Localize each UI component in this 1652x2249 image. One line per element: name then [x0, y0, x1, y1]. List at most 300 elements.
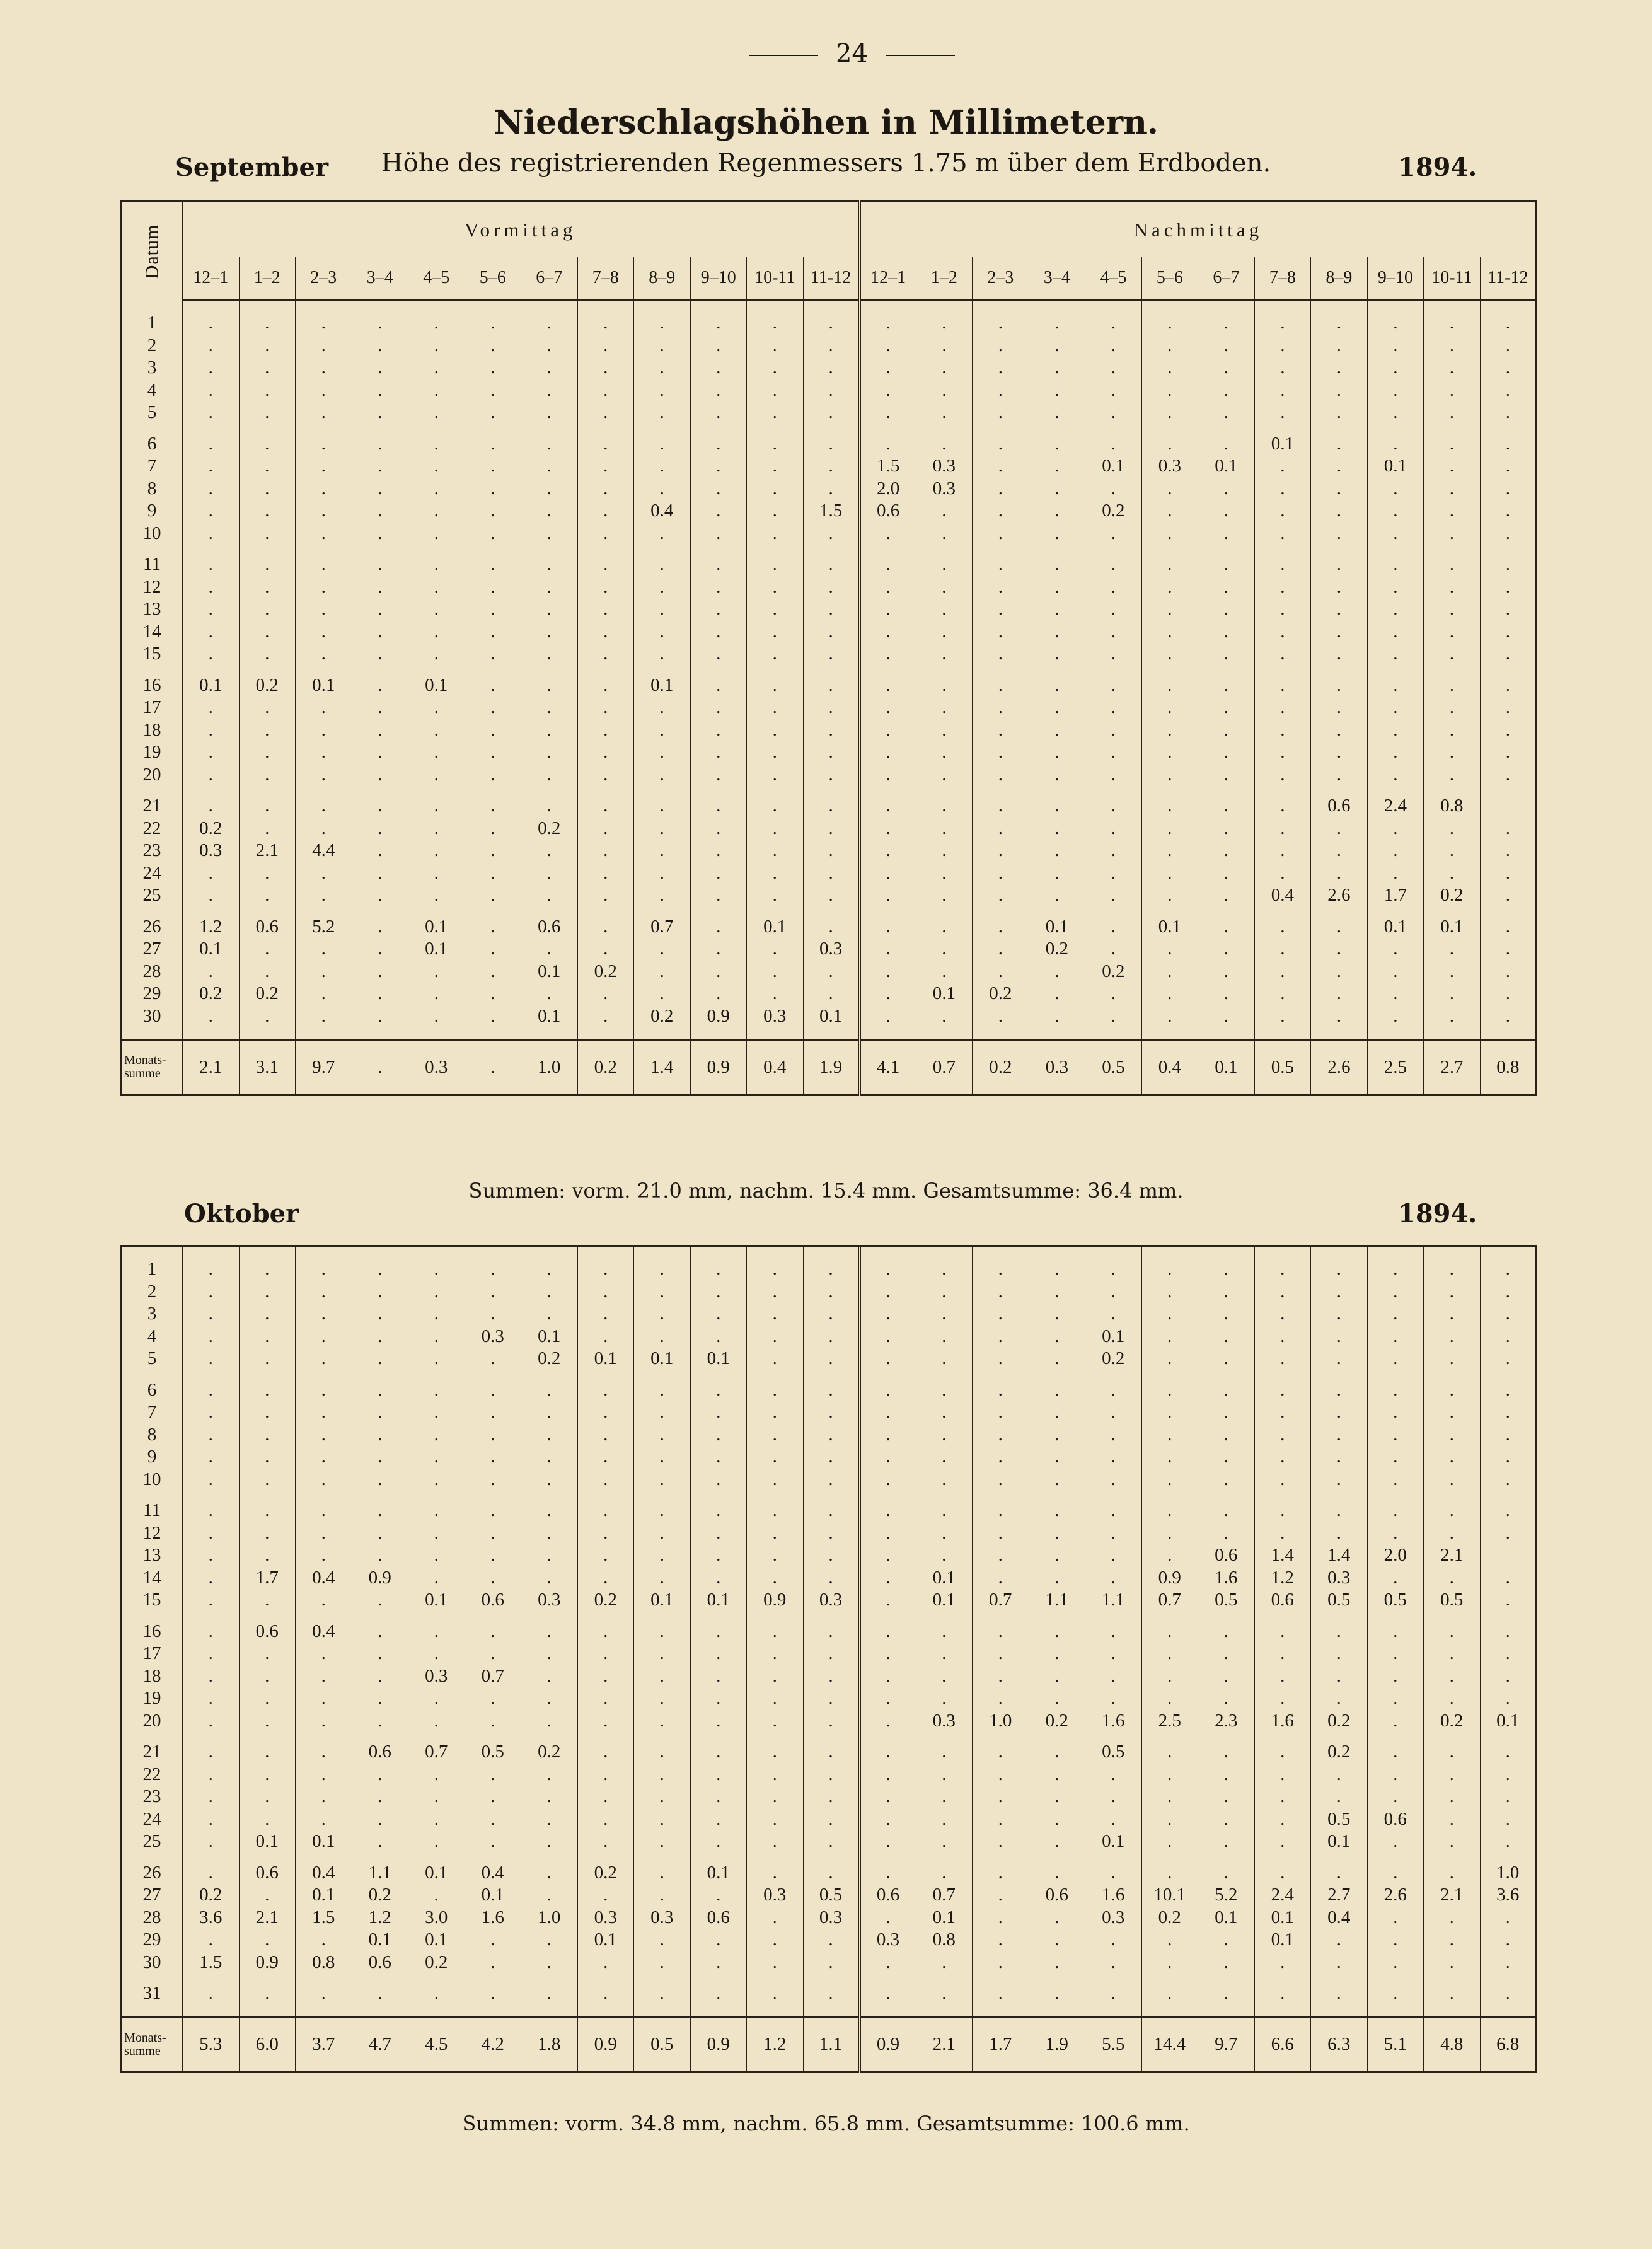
spacer-cell: [296, 1612, 352, 1621]
spacer-cell: [747, 424, 804, 433]
value-cell: .: [183, 1258, 240, 1281]
value-cell: .: [803, 523, 860, 545]
value-cell: 0.8: [1424, 795, 1481, 818]
value-cell: .: [690, 1567, 747, 1590]
value-cell: .: [1254, 455, 1311, 478]
value-cell: .: [239, 312, 296, 335]
value-cell: .: [239, 357, 296, 379]
table-row: [121, 741, 1537, 764]
value-cell: 0.1: [916, 1589, 973, 1612]
value-cell: .: [1141, 818, 1198, 840]
table-row: [121, 764, 1537, 787]
value-cell: .: [521, 1379, 578, 1402]
value-cell: .: [973, 1424, 1029, 1447]
value-cell: .: [465, 598, 521, 621]
value-cell: .: [690, 576, 747, 599]
spacer-cell: [183, 786, 240, 795]
value-cell: .: [690, 1500, 747, 1522]
value-cell: .: [465, 1281, 521, 1304]
value-cell: .: [1311, 1665, 1368, 1688]
value-cell: 0.6: [239, 1862, 296, 1885]
value-cell: .: [465, 433, 521, 456]
value-cell: .: [296, 741, 352, 764]
value-cell: .: [1367, 1862, 1424, 1885]
value-cell: .: [577, 1567, 634, 1590]
value-cell: .: [1480, 576, 1537, 599]
value-cell: .: [183, 1764, 240, 1786]
value-cell: 0.1: [296, 674, 352, 697]
spacer-cell: [1367, 1370, 1424, 1379]
spacer-cell: [121, 1853, 183, 1862]
value-cell: .: [465, 674, 521, 697]
date-cell: 1: [121, 312, 183, 335]
value-cell: .: [634, 1710, 691, 1733]
september-month-label: September: [175, 153, 329, 182]
value-cell: .: [1198, 1982, 1255, 2005]
value-cell: .: [1367, 621, 1424, 644]
value-cell: .: [1367, 500, 1424, 523]
value-cell: .: [1085, 1929, 1142, 1951]
value-cell: .: [916, 1326, 973, 1348]
value-cell: .: [239, 818, 296, 840]
value-cell: .: [408, 402, 465, 424]
value-cell: .: [1424, 1687, 1481, 1710]
table-row: [121, 1687, 1537, 1710]
spacer-cell: [296, 424, 352, 433]
value-cell: .: [577, 402, 634, 424]
value-cell: .: [1424, 1951, 1481, 1974]
value-cell: 2.1: [1424, 1544, 1481, 1567]
value-cell: .: [1311, 312, 1368, 335]
value-cell: .: [183, 1830, 240, 1853]
value-cell: 0.1: [1085, 1830, 1142, 1853]
value-cell: 0.6: [465, 1589, 521, 1612]
value-cell: .: [803, 1522, 860, 1545]
value-cell: .: [1198, 1424, 1255, 1447]
date-cell: 3: [121, 1303, 183, 1326]
value-cell: .: [973, 1764, 1029, 1786]
monatssumme-cell: 14.4: [1141, 2017, 1198, 2072]
value-cell: .: [521, 1567, 578, 1590]
spacer-cell: [1141, 1027, 1198, 1040]
value-cell: .: [1085, 916, 1142, 939]
spacer-cell: [1254, 666, 1311, 674]
value-cell: 0.2: [521, 1741, 578, 1764]
value-cell: .: [296, 1687, 352, 1710]
value-cell: .: [916, 1665, 973, 1688]
value-cell: .: [1141, 1326, 1198, 1348]
value-cell: 0.3: [1141, 455, 1198, 478]
table-row: [121, 1710, 1537, 1733]
spacer-cell: [465, 786, 521, 795]
spacer-cell: [1367, 1247, 1424, 1258]
spacer-cell: [747, 1027, 804, 1040]
value-cell: .: [296, 576, 352, 599]
value-cell: .: [521, 598, 578, 621]
value-cell: 0.3: [860, 1929, 916, 1951]
value-cell: .: [296, 1982, 352, 2005]
value-cell: .: [521, 983, 578, 1005]
value-cell: .: [1141, 1446, 1198, 1469]
value-cell: .: [239, 1589, 296, 1612]
value-cell: .: [1198, 916, 1255, 939]
value-cell: .: [521, 1303, 578, 1326]
value-cell: .: [239, 1469, 296, 1491]
value-cell: .: [860, 961, 916, 983]
value-cell: .: [465, 379, 521, 402]
value-cell: .: [803, 1929, 860, 1951]
value-cell: .: [239, 1500, 296, 1522]
value-cell: .: [239, 1446, 296, 1469]
spacer-cell: [521, 1974, 578, 1982]
value-cell: .: [916, 1281, 973, 1304]
spacer-cell: [121, 1612, 183, 1621]
spacer-cell: [634, 1853, 691, 1862]
table-row: [121, 478, 1537, 500]
oktober-year-label: 1894.: [1398, 1199, 1477, 1229]
spacer-cell: [860, 907, 916, 916]
value-cell: .: [803, 764, 860, 787]
spacer-cell: [747, 1247, 804, 1258]
value-cell: .: [1367, 862, 1424, 885]
value-cell: .: [860, 674, 916, 697]
value-cell: .: [1311, 1469, 1368, 1491]
value-cell: .: [465, 1567, 521, 1590]
value-cell: .: [747, 1500, 804, 1522]
value-cell: .: [183, 961, 240, 983]
value-cell: .: [690, 719, 747, 742]
spacer-cell: [121, 1491, 183, 1500]
value-cell: .: [1198, 983, 1255, 1005]
value-cell: .: [803, 1500, 860, 1522]
monatssumme-cell: 6.8: [1480, 2017, 1537, 2072]
value-cell: 0.2: [183, 818, 240, 840]
value-cell: .: [1029, 1348, 1085, 1370]
value-cell: .: [973, 1379, 1029, 1402]
spacer-cell: [634, 1732, 691, 1741]
monatssumme-cell: 2.7: [1424, 1040, 1481, 1095]
value-cell: 2.5: [1141, 1710, 1198, 1733]
spacer-cell: [1029, 1247, 1085, 1258]
value-cell: .: [239, 1544, 296, 1567]
value-cell: .: [973, 1500, 1029, 1522]
value-cell: .: [860, 621, 916, 644]
spacer-cell: [121, 1370, 183, 1379]
value-cell: .: [973, 840, 1029, 862]
value-cell: 0.1: [183, 938, 240, 961]
spacer-cell: [690, 545, 747, 553]
value-cell: .: [1141, 357, 1198, 379]
value-cell: .: [690, 1469, 747, 1491]
value-cell: .: [690, 1687, 747, 1710]
value-cell: .: [690, 795, 747, 818]
value-cell: .: [860, 553, 916, 576]
spacer-cell: [803, 786, 860, 795]
value-cell: .: [803, 335, 860, 357]
spacer-cell: [1085, 1491, 1142, 1500]
spacer-cell: [1029, 666, 1085, 674]
value-cell: 0.2: [239, 983, 296, 1005]
value-cell: .: [1424, 1764, 1481, 1786]
value-cell: .: [1029, 1907, 1085, 1929]
value-cell: .: [183, 1326, 240, 1348]
value-cell: .: [1367, 840, 1424, 862]
spacer-cell: [916, 907, 973, 916]
value-cell: .: [1480, 433, 1537, 456]
monatssumme-cell: 0.9: [860, 2017, 916, 2072]
value-cell: .: [747, 478, 804, 500]
value-cell: .: [634, 1764, 691, 1786]
value-cell: .: [1480, 1303, 1537, 1326]
value-cell: .: [408, 1424, 465, 1447]
value-cell: .: [634, 621, 691, 644]
value-cell: .: [973, 1687, 1029, 1710]
table-row: [121, 1982, 1537, 2005]
value-cell: .: [1198, 1348, 1255, 1370]
spacer-cell: [577, 907, 634, 916]
spacer-cell: [916, 1732, 973, 1741]
value-cell: .: [747, 433, 804, 456]
value-cell: .: [521, 1281, 578, 1304]
value-cell: 0.8: [916, 1929, 973, 1951]
value-cell: .: [577, 1643, 634, 1665]
table-row: [121, 643, 1537, 666]
value-cell: .: [1141, 884, 1198, 907]
value-cell: .: [1311, 1522, 1368, 1545]
value-cell: .: [1085, 379, 1142, 402]
spacer-cell: [1198, 1247, 1255, 1258]
value-cell: .: [1254, 840, 1311, 862]
monatssumme-cell: 4.2: [465, 2017, 521, 2072]
value-cell: .: [1254, 983, 1311, 1005]
spacer-cell: [521, 907, 578, 916]
value-cell: .: [803, 1951, 860, 1974]
value-cell: .: [408, 764, 465, 787]
value-cell: 2.0: [1367, 1544, 1424, 1567]
value-cell: .: [296, 1522, 352, 1545]
value-cell: .: [973, 379, 1029, 402]
value-cell: .: [296, 553, 352, 576]
spacer-cell: [577, 1612, 634, 1621]
date-cell: 24: [121, 862, 183, 885]
value-cell: .: [352, 1424, 408, 1447]
spacer-cell: [690, 2005, 747, 2018]
value-cell: .: [803, 1281, 860, 1304]
value-cell: .: [465, 862, 521, 885]
value-cell: .: [296, 983, 352, 1005]
value-cell: .: [1480, 1929, 1537, 1951]
value-cell: .: [1480, 1764, 1537, 1786]
value-cell: .: [1029, 674, 1085, 697]
table-row: [121, 697, 1537, 719]
spacer-cell: [352, 666, 408, 674]
value-cell: 0.4: [296, 1862, 352, 1885]
value-cell: .: [1480, 1379, 1537, 1402]
value-cell: .: [690, 983, 747, 1005]
value-cell: .: [521, 1764, 578, 1786]
value-cell: .: [521, 312, 578, 335]
value-cell: 0.2: [634, 1005, 691, 1028]
value-cell: .: [1029, 1643, 1085, 1665]
value-cell: .: [1085, 1567, 1142, 1590]
value-cell: .: [803, 1621, 860, 1643]
value-cell: .: [1029, 840, 1085, 862]
spacer-cell: [973, 786, 1029, 795]
value-cell: .: [1198, 357, 1255, 379]
value-cell: .: [860, 884, 916, 907]
value-cell: .: [1424, 983, 1481, 1005]
spacer-cell: [577, 1491, 634, 1500]
spacer-cell: [183, 1491, 240, 1500]
value-cell: .: [1198, 862, 1255, 885]
value-cell: .: [352, 818, 408, 840]
value-cell: .: [408, 840, 465, 862]
value-cell: .: [1085, 1281, 1142, 1304]
value-cell: .: [577, 1258, 634, 1281]
value-cell: .: [1141, 576, 1198, 599]
value-cell: .: [1254, 1687, 1311, 1710]
value-cell: .: [1254, 500, 1311, 523]
spacer-cell: [577, 1732, 634, 1741]
value-cell: 2.1: [239, 840, 296, 862]
value-cell: .: [860, 1005, 916, 1028]
value-cell: .: [634, 553, 691, 576]
vormittag-header: Vormittag: [183, 202, 860, 257]
value-cell: .: [183, 335, 240, 357]
hour-header: 7–8: [577, 257, 634, 300]
value-cell: .: [577, 1005, 634, 1028]
spacer-cell: [296, 300, 352, 313]
value-cell: .: [747, 335, 804, 357]
value-cell: .: [803, 1401, 860, 1424]
value-cell: .: [1480, 379, 1537, 402]
value-cell: .: [1424, 523, 1481, 545]
value-cell: .: [1367, 697, 1424, 719]
spacer-cell: [1480, 666, 1537, 674]
value-cell: .: [1085, 840, 1142, 862]
value-cell: .: [352, 553, 408, 576]
spacer-cell: [973, 1853, 1029, 1862]
value-cell: .: [1085, 402, 1142, 424]
value-cell: 0.4: [296, 1567, 352, 1590]
value-cell: .: [1141, 1862, 1198, 1885]
spacer-cell: [634, 545, 691, 553]
value-cell: .: [1480, 1401, 1537, 1424]
value-cell: .: [1254, 1621, 1311, 1643]
value-cell: .: [296, 938, 352, 961]
value-cell: 0.5: [803, 1884, 860, 1907]
value-cell: .: [239, 1710, 296, 1733]
spacer-cell: [521, 1491, 578, 1500]
value-cell: .: [1480, 961, 1537, 983]
hour-header: 7–8: [1254, 257, 1311, 300]
spacer-cell: [352, 1247, 408, 1258]
spacer-cell: [1367, 424, 1424, 433]
value-cell: .: [634, 478, 691, 500]
value-cell: .: [465, 1401, 521, 1424]
spacer-cell: [1029, 1974, 1085, 1982]
table-row: [121, 1544, 1537, 1567]
spacer-cell: [121, 1247, 183, 1258]
value-cell: .: [521, 1884, 578, 1907]
value-cell: 0.2: [1311, 1710, 1368, 1733]
value-cell: .: [1367, 961, 1424, 983]
value-cell: .: [690, 697, 747, 719]
value-cell: 0.7: [973, 1589, 1029, 1612]
date-cell: 4: [121, 1326, 183, 1348]
spacer-cell: [577, 1027, 634, 1040]
value-cell: .: [860, 1862, 916, 1885]
spacer-cell: [121, 1974, 183, 1982]
spacer-cell: [1085, 1974, 1142, 1982]
value-cell: .: [973, 335, 1029, 357]
spacer-cell: [1254, 1370, 1311, 1379]
value-cell: .: [1367, 1982, 1424, 2005]
value-cell: .: [860, 523, 916, 545]
spacer-cell: [121, 666, 183, 674]
value-cell: .: [296, 523, 352, 545]
value-cell: .: [690, 500, 747, 523]
value-cell: .: [239, 938, 296, 961]
table-row: [121, 357, 1537, 379]
value-cell: .: [183, 598, 240, 621]
spacer-cell: [183, 300, 240, 313]
value-cell: .: [1480, 884, 1537, 907]
value-cell: 0.1: [690, 1348, 747, 1370]
value-cell: .: [1311, 1379, 1368, 1402]
spacer-cell: [747, 1974, 804, 1982]
value-cell: .: [747, 312, 804, 335]
value-cell: .: [239, 1665, 296, 1688]
value-cell: .: [1085, 1665, 1142, 1688]
spacer-cell: [408, 1491, 465, 1500]
monatssumme-cell: 1.9: [803, 1040, 860, 1095]
value-cell: .: [1029, 818, 1085, 840]
value-cell: .: [1311, 1326, 1368, 1348]
table-row: [121, 818, 1537, 840]
value-cell: .: [352, 357, 408, 379]
value-cell: .: [860, 1808, 916, 1831]
value-cell: .: [1141, 983, 1198, 1005]
hour-header: 6–7: [1198, 257, 1255, 300]
date-cell: 6: [121, 433, 183, 456]
value-cell: .: [973, 1808, 1029, 1831]
spacer-cell: [634, 1027, 691, 1040]
monatssumme-cell: 0.5: [1085, 1040, 1142, 1095]
value-cell: .: [1424, 674, 1481, 697]
value-cell: .: [1085, 1401, 1142, 1424]
value-cell: 0.3: [183, 840, 240, 862]
value-cell: .: [1254, 335, 1311, 357]
value-cell: .: [521, 1929, 578, 1951]
value-cell: .: [860, 1907, 916, 1929]
value-cell: .: [465, 795, 521, 818]
value-cell: .: [465, 1424, 521, 1447]
value-cell: .: [183, 1522, 240, 1545]
monatssumme-cell: 2.6: [1311, 1040, 1368, 1095]
value-cell: .: [183, 1710, 240, 1733]
monatssumme-cell: 0.2: [973, 1040, 1029, 1095]
value-cell: .: [1198, 1401, 1255, 1424]
value-cell: .: [1424, 862, 1481, 885]
value-cell: .: [747, 1621, 804, 1643]
value-cell: 0.1: [690, 1862, 747, 1885]
table-row: [121, 1907, 1537, 1929]
rule-left: [749, 55, 818, 56]
value-cell: .: [352, 983, 408, 1005]
value-cell: .: [408, 741, 465, 764]
spacer-cell: [634, 786, 691, 795]
